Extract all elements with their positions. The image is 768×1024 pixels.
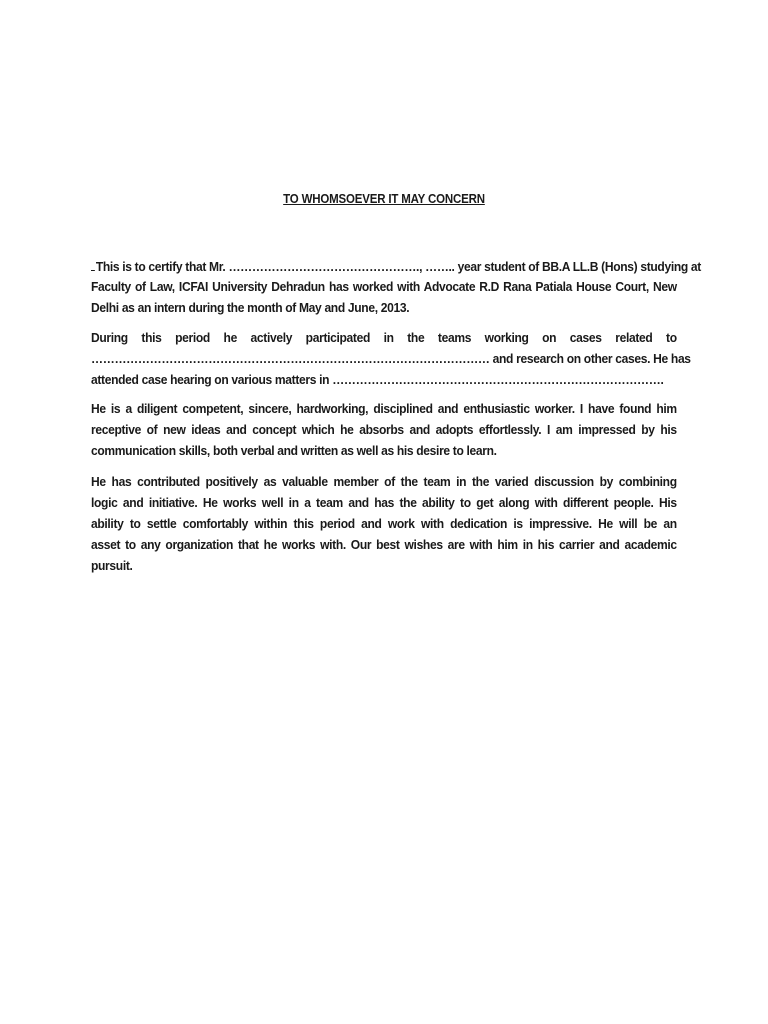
- paragraph-line: asset to any organization that he works with. Our best wishes are with him in his carrier and academic: [91, 538, 677, 552]
- paragraph-line: logic and initiative. He works well in a team and has the ability to get along with different people. His: [91, 496, 677, 510]
- paragraph-line: receptive of new ideas and concept which he absorbs and adopts effortlessly. I am impressed by his: [91, 423, 677, 437]
- paragraph-line: He is a diligent competent, sincere, hardworking, disciplined and enthusiastic worker. I have found him: [91, 402, 677, 416]
- paragraph-line: This is to certify that Mr. …………………………………………., …….. year student of BB.A LL.B (Hons) studying at: [91, 256, 677, 277]
- paragraph-line: He has contributed positively as valuable member of the team in the varied discussion by combining: [91, 475, 677, 489]
- paragraph-line: ability to settle comfortably within this period and work with dedication is impressive. He will be an: [91, 517, 677, 531]
- paragraph-line: Delhi as an intern during the month of May and June, 2013.: [91, 301, 410, 315]
- text-cursor-mark: [91, 256, 95, 271]
- paragraph-line: pursuit.: [91, 559, 133, 573]
- paragraph-line: During this period he actively participated in the teams working on cases related to: [91, 331, 677, 345]
- paragraph-line: communication skills, both verbal and written as well as his desire to learn.: [91, 444, 497, 458]
- paragraph-certification: [91, 256, 701, 319]
- paragraph-line: attended case hearing on various matters in ………………………………………………………………………….: [91, 373, 664, 387]
- paragraph-contribution: [91, 472, 677, 577]
- paragraph-line: Faculty of Law, ICFAI University Dehradun has worked with Advocate R.D Rana Patiala House Court, New: [91, 280, 677, 294]
- paragraph-qualities: [91, 399, 677, 462]
- document-title: TO WHOMSOEVER IT MAY CONCERN: [283, 192, 485, 206]
- paragraph-participation: [91, 328, 691, 391]
- paragraph-line: ………………………………………………………………………………………… and research on other cases. He has: [91, 352, 691, 366]
